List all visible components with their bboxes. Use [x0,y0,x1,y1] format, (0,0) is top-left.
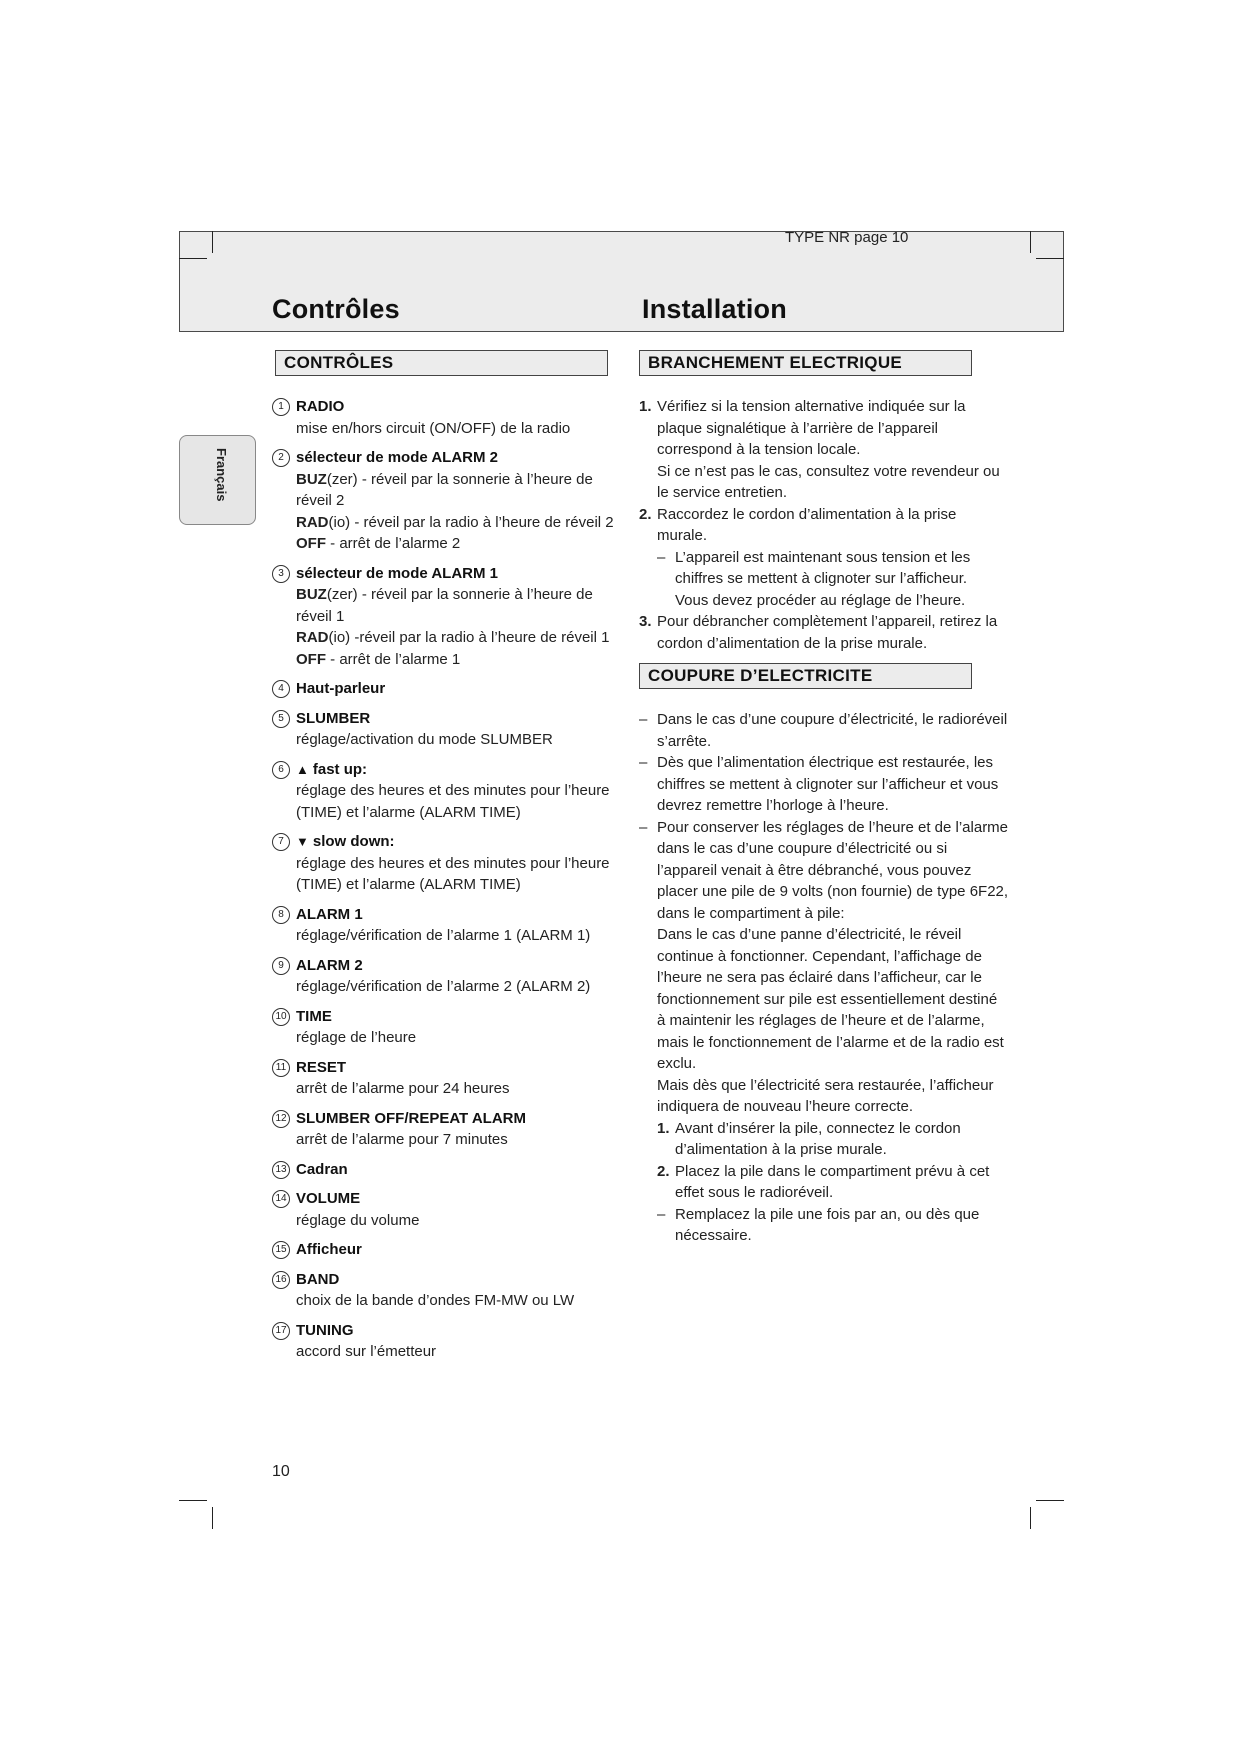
control-item [272,759,632,824]
step-number: 2. [657,1162,670,1180]
bullet-line: exclu. [657,1055,697,1072]
dash: – [639,711,648,728]
bullet-line: à maintenir les réglages de l’heure et de l’alarme, [657,1012,985,1029]
arrow-down-icon: ▼ [296,834,309,849]
item-number: 1 [272,398,290,416]
control-desc: réglage des heures et des minutes pour l’heure [296,854,610,872]
bullet-line: Dès que l’alimentation électrique est restaurée, les [657,754,994,771]
bullet-line: l’appareil venait à être débranché, vous pouvez [657,861,972,879]
crop-mark [212,1507,213,1529]
control-item [272,904,632,947]
control-title: ALARM 1 [296,905,363,923]
step-line: Remplacez la pile une fois par an, ou dès que [675,1205,980,1223]
step-line: Raccordez le cordon d’alimentation à la prise murale. [657,505,957,544]
control-title: slow down: [312,833,395,850]
step-number: 1. [639,398,652,415]
step-number: 1. [657,1119,670,1137]
dash: – [639,818,648,836]
control-title: fast up: [312,760,368,778]
control-item [272,447,632,555]
page-title-controles: Contrôles [272,294,400,324]
control-title: TUNING [296,1321,354,1339]
control-desc: arrêt de l’alarme pour 24 heures [296,1080,510,1097]
crop-mark [1036,258,1064,259]
mode-desc: - arrêt de l’alarme 1 [326,650,461,668]
control-desc: choix de la bande d’ondes FM-MW ou LW [296,1292,575,1309]
arrow-up-icon: ▲ [296,761,309,777]
control-item [272,1108,632,1151]
control-title: ALARM 2 [296,956,363,974]
mode-label: RAD [296,629,329,646]
controls-list [272,396,632,1371]
control-title: RESET [296,1058,347,1076]
step-line: Vous devez procéder au réglage de l’heure. [675,591,966,609]
mode-desc: (io) -réveil par la radio à l’heure de réveil 1 [328,629,610,646]
dash: – [639,754,648,771]
bullet-line: continue à fonctionner. Cependant, l’affichage de [657,947,982,965]
step-line: Placez la pile dans le compartiment prévu à cet [675,1162,990,1180]
dash: – [657,548,666,566]
step-line: Pour débrancher complètement l’appareil, retirez la [657,613,998,630]
type-label: TYPE NR page 10 [785,229,909,246]
language-tab-label: Français [214,448,229,502]
control-desc: réglage/activation du mode SLUMBER [296,731,553,748]
control-item [272,1188,632,1231]
bullet-line: s’arrête. [657,732,712,750]
control-title: Cadran [296,1160,348,1178]
control-item [272,1239,632,1261]
control-title: sélecteur de mode ALARM 2 [296,449,498,466]
bullet-line: fonctionnement sur pile est essentiellement destiné [657,990,998,1008]
control-title: sélecteur de mode ALARM 1 [296,564,498,582]
mode-label: RAD [296,513,329,531]
control-item [272,831,632,896]
item-number: 9 [272,957,290,975]
crop-mark [212,231,213,253]
control-desc: réglage des heures et des minutes pour l’heure [296,782,610,799]
control-desc: réglage de l’heure [296,1029,417,1046]
step-line: plaque signalétique à l’arrière de l’appareil [657,419,939,437]
mode-desc: (zer) - réveil par la sonnerie à l’heure de réveil 1 [296,586,593,625]
control-desc: mise en/hors circuit (ON/OFF) de la radio [296,419,571,437]
crop-mark [1030,231,1031,253]
step-number: 2. [639,505,652,523]
mode-label: BUZ [296,586,327,603]
control-desc: arrêt de l’alarme pour 7 minutes [296,1131,508,1148]
item-number: 14 [272,1190,290,1208]
page-number: 10 [272,1463,290,1480]
mode-label: OFF [296,650,326,668]
crop-mark [1030,1507,1031,1529]
language-tab[interactable] [179,435,256,525]
control-desc: (TIME) et l’alarme (ALARM TIME) [296,803,521,821]
control-item [272,708,632,751]
page-title-installation: Installation [642,294,787,324]
bullet-line: placer une pile de 9 volts (non fournie) de type 6F22, [657,883,1009,900]
step-line: d’alimentation à la prise murale. [675,1141,887,1158]
section-heading-branchement: BRANCHEMENT ELECTRIQUE [639,350,972,376]
bullet-line: dans le cas d’une coupure d’électricité ou si [657,840,948,857]
section-heading-coupure: COUPURE D’ELECTRICITE [639,663,972,689]
item-number: 10 [272,1008,290,1026]
item-number: 3 [272,565,290,583]
control-title: RADIO [296,398,345,415]
mode-label: BUZ [296,470,327,488]
item-number: 17 [272,1322,290,1340]
control-desc: (TIME) et l’alarme (ALARM TIME) [296,876,521,893]
bullet-line: Dans le cas d’une panne d’électricité, le réveil [657,926,962,943]
item-number: 16 [272,1271,290,1289]
dash: – [657,1205,666,1223]
mode-desc: (io) - réveil par la radio à l’heure de réveil 2 [328,513,614,531]
step-line: Vérifiez si la tension alternative indiquée sur la [657,398,966,415]
coupure-text [639,709,1009,1247]
control-title: Haut-parleur [296,680,386,697]
bullet-line: Pour conserver les réglages de l’heure et de l’alarme [657,818,1009,836]
control-desc: accord sur l’émetteur [296,1343,437,1360]
step-line: chiffres se mettent à clignoter sur l’afficheur. [675,570,968,587]
control-item [272,563,632,671]
item-number: 12 [272,1110,290,1128]
bullet-line: devrez remettre l’horloge à l’heure. [657,797,889,814]
mode-desc: - arrêt de l’alarme 2 [326,535,461,552]
bullet-line: Mais dès que l’électricité sera restaurée, l’afficheur [657,1076,994,1094]
item-number: 8 [272,906,290,924]
step-line: nécessaire. [675,1227,752,1244]
item-number: 5 [272,710,290,728]
branchement-text [639,396,1009,654]
bullet-line: indiquera de nouveau l’heure correcte. [657,1098,914,1115]
control-item [272,678,632,700]
bullet-line: mais le fonctionnement de l’alarme et de la radio est [657,1033,1004,1051]
step-line: Si ce n’est pas le cas, consultez votre revendeur ou [657,462,1000,480]
control-title: SLUMBER [296,709,371,727]
bullet-line: l’heure ne sera pas éclairé dans l’afficheur, car le [657,969,982,986]
crop-mark [1036,1500,1064,1501]
control-title: VOLUME [296,1190,361,1207]
item-number: 15 [272,1241,290,1259]
control-item [272,396,632,439]
control-title: Afficheur [296,1241,362,1258]
item-number: 13 [272,1161,290,1179]
item-number: 11 [272,1059,290,1077]
control-item [272,1006,632,1049]
control-desc: réglage/vérification de l’alarme 1 (ALARM 1) [296,927,591,944]
control-title: SLUMBER OFF/REPEAT ALARM [296,1109,526,1127]
crop-mark [179,258,207,259]
step-line: le service entretien. [657,484,788,501]
item-number: 2 [272,449,290,467]
control-title: BAND [296,1270,340,1288]
bullet-line: Dans le cas d’une coupure d’électricité, le radioréveil [657,711,1008,728]
control-item [272,1269,632,1312]
crop-mark [179,1500,207,1501]
control-item [272,1159,632,1181]
step-number: 3. [639,613,652,630]
control-item [272,1057,632,1100]
step-line: L’appareil est maintenant sous tension et les [675,548,971,566]
control-title: TIME [296,1007,332,1025]
control-desc: réglage/vérification de l’alarme 2 (ALARM 2) [296,978,591,995]
bullet-line: dans le compartiment à pile: [657,904,845,922]
control-item [272,1320,632,1363]
bullet-line: chiffres se mettent à clignoter sur l’afficheur et vous [657,775,999,793]
step-line: effet sous le radioréveil. [675,1184,834,1201]
step-line: correspond à la tension locale. [657,441,861,458]
step-line: cordon d’alimentation de la prise murale. [657,634,928,652]
section-heading-controles: CONTRÔLES [275,350,608,376]
mode-label: OFF [296,535,326,552]
step-line: Avant d’insérer la pile, connectez le cordon [675,1119,961,1137]
item-number: 6 [272,761,290,779]
item-number: 7 [272,833,290,851]
mode-desc: (zer) - réveil par la sonnerie à l’heure de réveil 2 [296,470,593,509]
control-desc: réglage du volume [296,1211,420,1229]
control-item [272,955,632,998]
item-number: 4 [272,680,290,698]
